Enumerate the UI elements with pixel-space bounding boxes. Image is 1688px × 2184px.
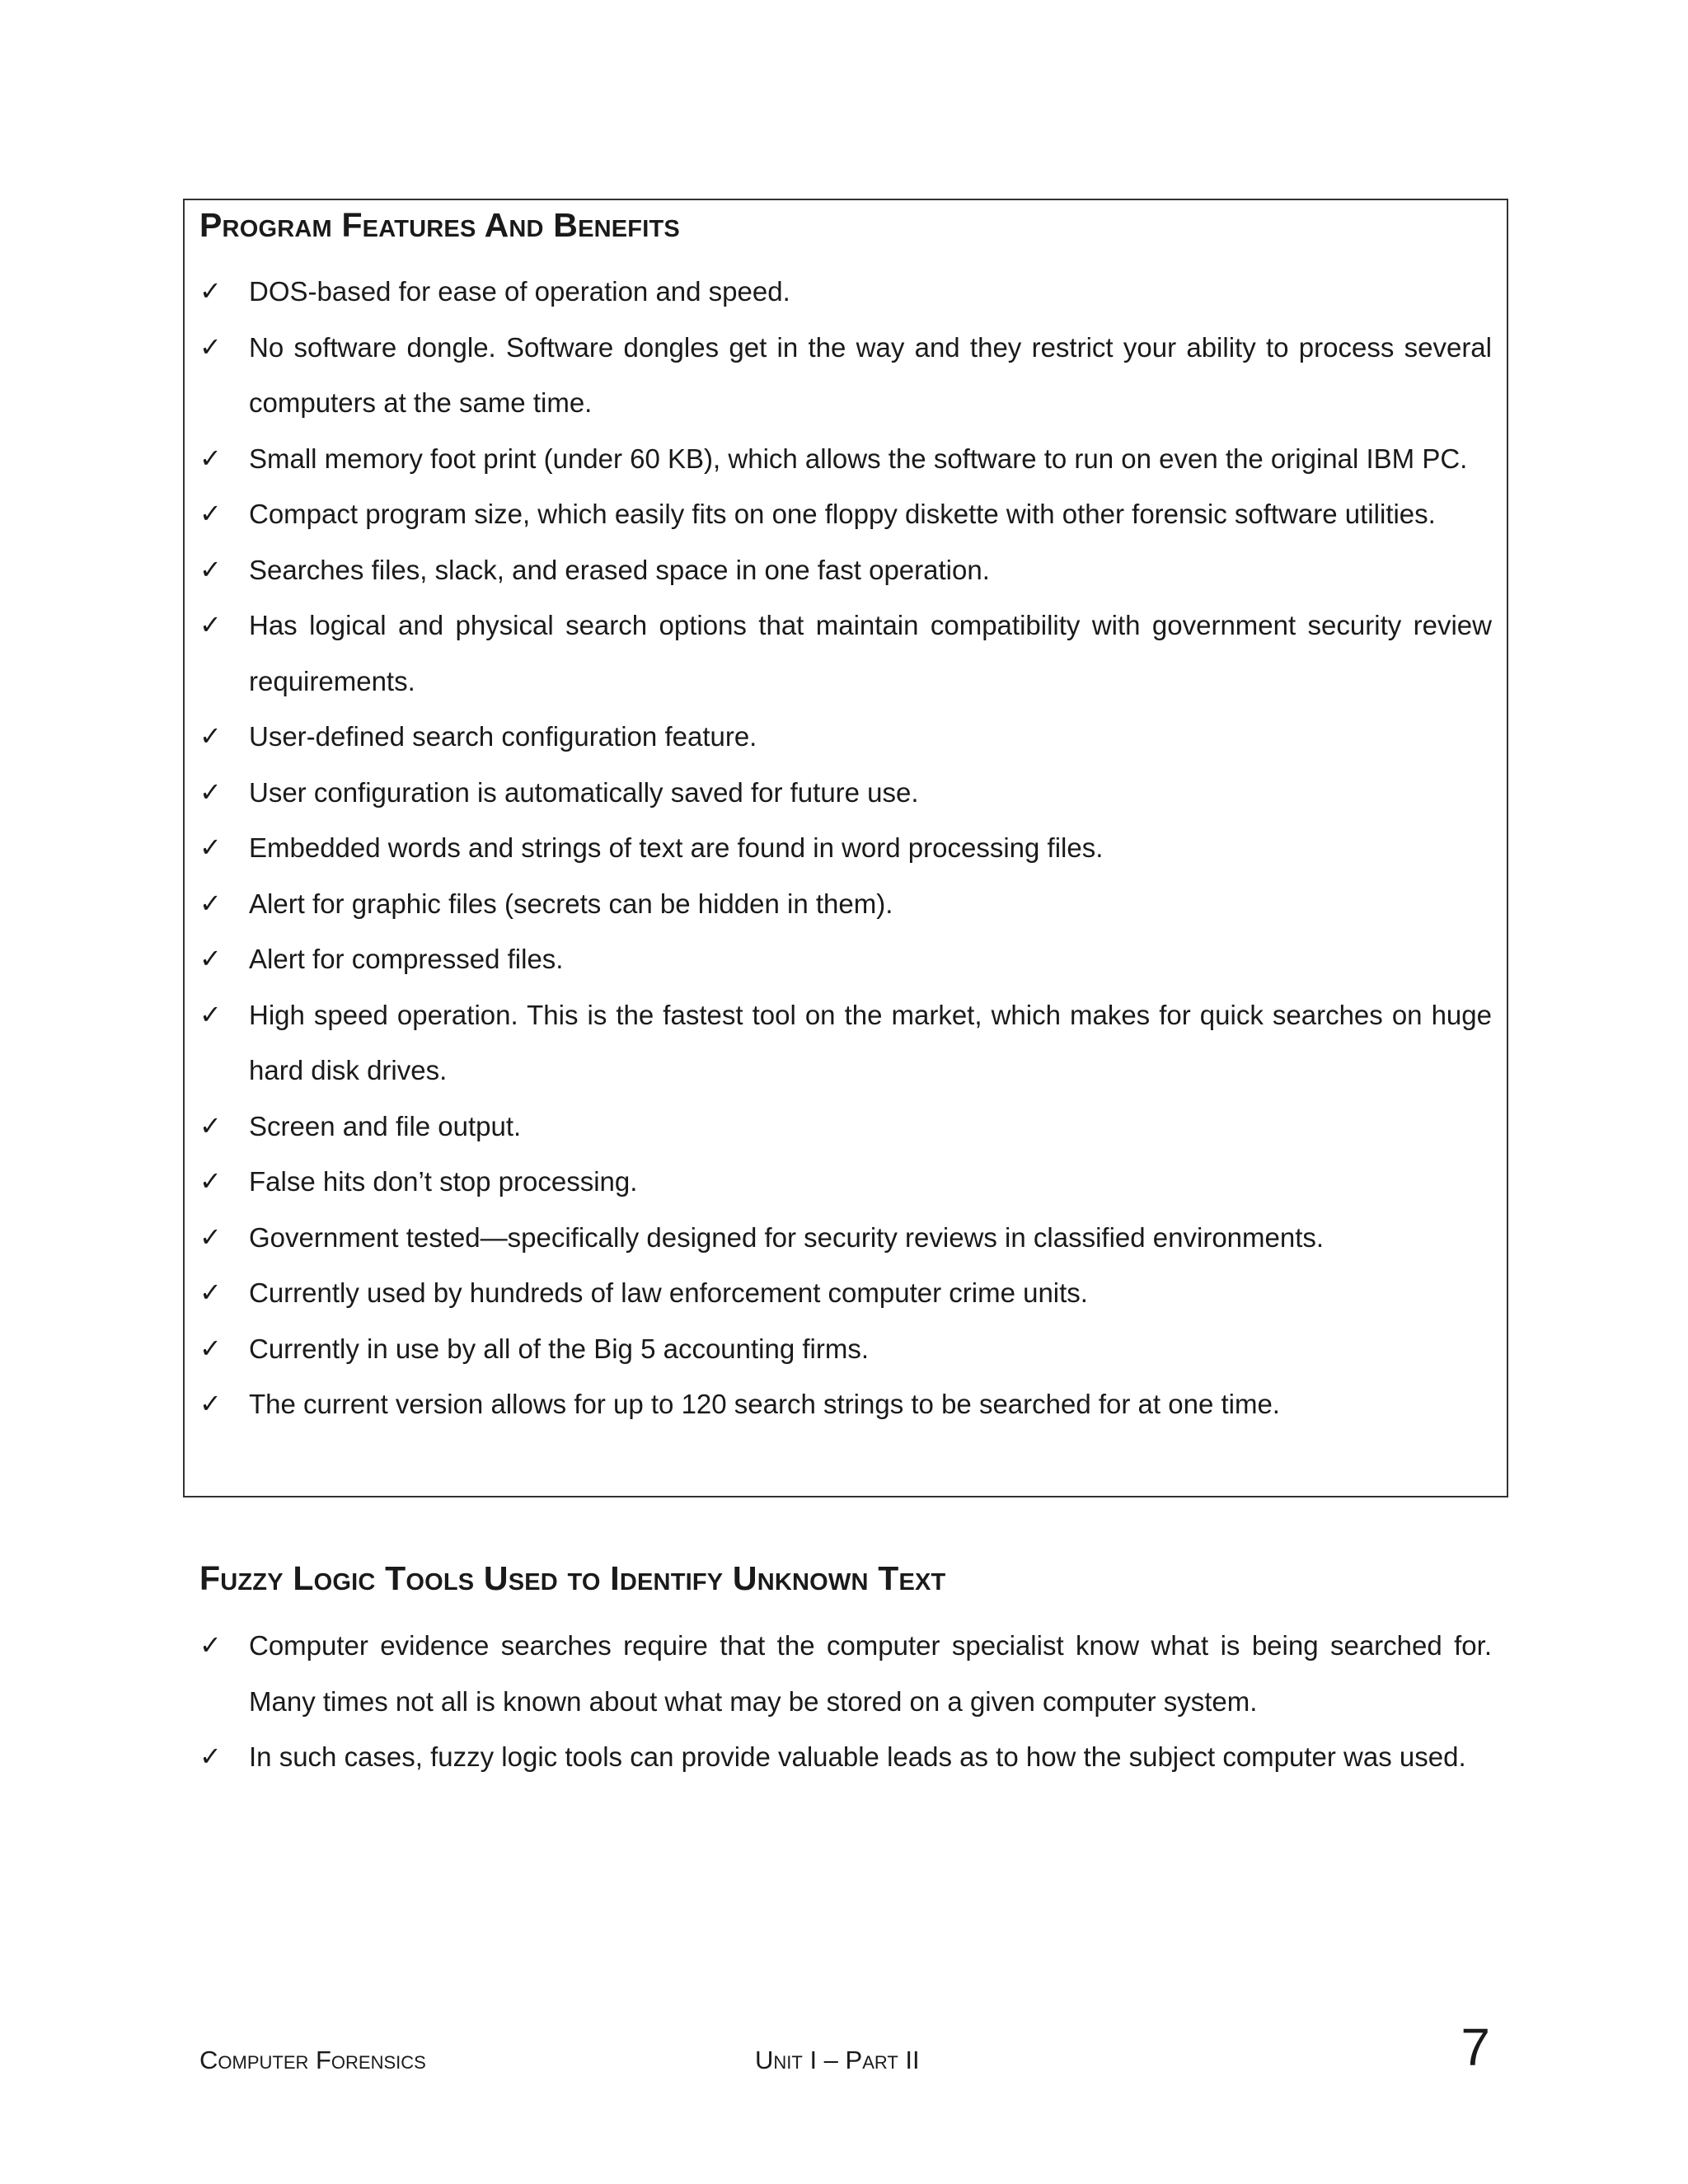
list-item: [199, 931, 1492, 987]
checkmark-icon: ✓: [199, 498, 222, 529]
list-item-text: Currently used by hundreds of law enforcement computer crime units.: [249, 1277, 1088, 1308]
checkmark-icon: ✓: [199, 998, 222, 1030]
footer-course-title: Computer Forensics: [199, 2046, 426, 2074]
checkmark-icon: ✓: [199, 1332, 222, 1364]
checkmark-icon: ✓: [199, 1629, 222, 1661]
list-item-text: Searches files, slack, and erased space in one fast operation.: [249, 554, 990, 585]
list-item: [199, 1154, 1492, 1210]
list-item-text: Alert for graphic files (secrets can be hidden in them).: [249, 888, 893, 919]
fuzzy-logic-list: [199, 1618, 1492, 1785]
list-item-text: Currently in use by all of the Big 5 accounting firms.: [249, 1333, 870, 1364]
section-heading-fuzzy-logic: Fuzzy Logic Tools Used to Identify Unknown Text: [199, 1559, 946, 1597]
features-list: [199, 264, 1492, 1432]
checkmark-icon: ✓: [199, 1221, 222, 1253]
list-item: [199, 987, 1492, 1099]
list-item: [199, 486, 1492, 542]
list-item: [199, 320, 1492, 431]
list-item: [199, 1618, 1492, 1729]
list-item: [199, 1099, 1492, 1155]
checkmark-icon: ✓: [199, 553, 222, 585]
checkmark-icon: ✓: [199, 1741, 222, 1772]
checkmark-icon: ✓: [199, 330, 222, 363]
checkmark-icon: ✓: [199, 832, 222, 863]
list-item: [199, 264, 1492, 320]
list-item: [199, 431, 1492, 487]
checkmark-icon: ✓: [199, 275, 222, 307]
checkmark-icon: ✓: [199, 1388, 222, 1419]
list-item: [199, 876, 1492, 932]
checkmark-icon: ✓: [199, 609, 222, 640]
list-item-text: DOS-based for ease of operation and speed.: [249, 276, 790, 307]
section-heading-features: Program Features And Benefits: [199, 206, 680, 244]
checkmark-icon: ✓: [199, 887, 222, 919]
list-item-text: Small memory foot print (under 60 KB), which allows the software to run on even the original IBM PC.: [249, 443, 1468, 474]
list-item-text: Government tested—specifically designed for security reviews in classified environments.: [249, 1221, 1325, 1253]
list-item-text: Alert for compressed files.: [249, 944, 564, 974]
list-item-text: User-defined search configuration feature.: [249, 721, 757, 752]
checkmark-icon: ✓: [199, 1165, 222, 1197]
list-item: [199, 1729, 1492, 1785]
list-item-text: Screen and file output.: [249, 1110, 522, 1141]
list-item: [199, 542, 1492, 598]
checkmark-icon: ✓: [199, 943, 222, 974]
list-item: [199, 1210, 1492, 1266]
list-item-text: In such cases, fuzzy logic tools can provide valuable leads as to how the subject computer was used.: [249, 1741, 1466, 1772]
checkmark-icon: ✓: [199, 776, 222, 808]
checkmark-icon: ✓: [199, 442, 222, 474]
list-item: [199, 1376, 1492, 1432]
list-item: [199, 765, 1492, 821]
list-item: [199, 1321, 1492, 1377]
list-item: [199, 1265, 1492, 1321]
list-item-text: The current version allows for up to 120 search strings to be searched for at one time.: [249, 1389, 1280, 1419]
list-item-text: Computer evidence searches require that the computer specialist know what is being searched for. Many times not all is known about what may be stored on a given computer system.: [249, 1630, 1492, 1717]
list-item: [199, 820, 1492, 876]
list-item: [199, 709, 1492, 765]
checkmark-icon: ✓: [199, 720, 222, 752]
list-item-text: Compact program size, which easily fits on one floppy diskette with other forensic software utilities.: [249, 499, 1436, 529]
checkmark-icon: ✓: [199, 1109, 222, 1141]
list-item-text: Embedded words and strings of text are found in word processing files.: [249, 832, 1104, 863]
list-item-text: User configuration is automatically saved for future use.: [249, 776, 919, 808]
page-number: 7: [1461, 2018, 1490, 2077]
list-item-text: Has logical and physical search options that maintain compatibility with government security review requirements.: [249, 610, 1492, 696]
checkmark-icon: ✓: [199, 1277, 222, 1308]
list-item: [199, 598, 1492, 709]
list-item-text: High speed operation. This is the fastest tool on the market, which makes for quick searches on huge hard disk drives.: [249, 999, 1492, 1085]
list-item-text: False hits don’t stop processing.: [249, 1166, 638, 1197]
list-item-text: No software dongle. Software dongles get in the way and they restrict your ability to process several computers at the same time.: [249, 331, 1492, 418]
footer-unit-label: Unit I – Part II: [755, 2046, 920, 2074]
